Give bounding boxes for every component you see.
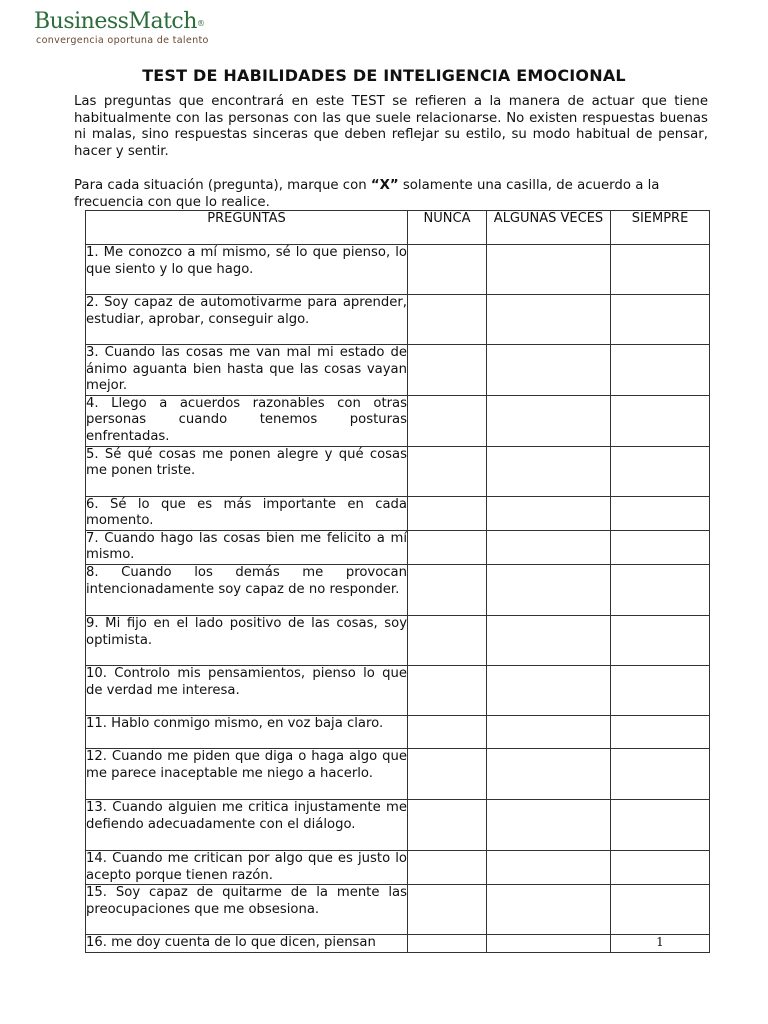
question-text: 14. Cuando me critican por algo que es justo lo acepto porque tienen razón. — [86, 850, 408, 884]
answer-cell-algunas-veces[interactable] — [487, 665, 611, 715]
answer-cell-algunas-veces[interactable] — [487, 715, 611, 748]
question-text: 8. Cuando los demás me provocan intencionadamente soy capaz de no responder. — [86, 564, 408, 615]
answer-cell-siempre[interactable] — [611, 395, 710, 446]
answer-cell-nunca[interactable] — [408, 295, 487, 345]
answer-cell-algunas-veces[interactable] — [487, 245, 611, 295]
table-row — [86, 245, 710, 295]
question-text: 9. Mi fijo en el lado positivo de las cosas, soy optimista. — [86, 615, 408, 665]
table-row — [86, 665, 710, 715]
logo-name: BusinessMatch — [34, 9, 197, 34]
answer-cell-siempre[interactable] — [611, 935, 710, 953]
table-row — [86, 446, 710, 496]
table-row — [86, 395, 710, 446]
table-row — [86, 345, 710, 396]
answer-cell-siempre[interactable] — [611, 345, 710, 396]
answer-cell-nunca[interactable] — [408, 615, 487, 665]
header-preguntas: PREGUNTAS — [86, 211, 408, 245]
answer-cell-algunas-veces[interactable] — [487, 564, 611, 615]
answer-cell-nunca[interactable] — [408, 935, 487, 953]
question-text: 12. Cuando me piden que diga o haga algo que me parece inaceptable me niego a hacerlo. — [86, 748, 408, 799]
answer-cell-siempre[interactable] — [611, 885, 710, 935]
answer-cell-algunas-veces[interactable] — [487, 885, 611, 935]
question-text: 7. Cuando hago las cosas bien me felicito a mí mismo. — [86, 530, 408, 564]
answer-cell-algunas-veces[interactable] — [487, 345, 611, 396]
answer-cell-siempre[interactable] — [611, 564, 710, 615]
table-row — [86, 564, 710, 615]
table-row — [86, 715, 710, 748]
document-title: TEST DE HABILIDADES DE INTELIGENCIA EMOCIONAL — [142, 66, 626, 85]
answer-cell-siempre[interactable] — [611, 748, 710, 799]
intro-paragraph: Las preguntas que encontrará en este TEST se refieren a la manera de actuar que tiene habitualmente con las personas con las que suele relacionarse. No existen respuestas buenas ni malas, sino respuestas sinceras que deben reflejar su estilo, su modo habitual de pensar, hacer y sentir. — [74, 94, 708, 159]
answer-cell-algunas-veces[interactable] — [487, 295, 611, 345]
answer-cell-siempre[interactable] — [611, 496, 710, 530]
table-row — [86, 850, 710, 884]
answer-cell-siempre[interactable] — [611, 530, 710, 564]
answer-cell-algunas-veces[interactable] — [487, 799, 611, 850]
company-logo — [34, 10, 209, 46]
answer-cell-siempre[interactable] — [611, 799, 710, 850]
instruction-paragraph — [74, 178, 708, 211]
answer-cell-siempre[interactable] — [611, 295, 710, 345]
registered-mark: ® — [196, 19, 205, 28]
table-row — [86, 496, 710, 530]
answer-cell-siempre[interactable] — [611, 715, 710, 748]
answer-cell-nunca[interactable] — [408, 885, 487, 935]
answer-cell-siempre[interactable] — [611, 665, 710, 715]
table-row — [86, 885, 710, 935]
answer-cell-nunca[interactable] — [408, 345, 487, 396]
answer-cell-nunca[interactable] — [408, 446, 487, 496]
answer-cell-nunca[interactable] — [408, 748, 487, 799]
instruction-mark: “X” — [370, 178, 399, 193]
questions-table — [85, 210, 710, 953]
question-text: 6. Sé lo que es más importante en cada momento. — [86, 496, 408, 530]
question-text: 16. me doy cuenta de lo que dicen, piensan — [86, 935, 408, 953]
question-text: 13. Cuando alguien me critica injustamente me defiendo adecuadamente con el diálogo. — [86, 799, 408, 850]
question-text: 3. Cuando las cosas me van mal mi estado de ánimo aguanta bien hasta que las cosas vayan mejor. — [86, 345, 408, 396]
answer-cell-siempre[interactable] — [611, 446, 710, 496]
question-text: 1. Me conozco a mí mismo, sé lo que pienso, lo que siento y lo que hago. — [86, 245, 408, 295]
answer-cell-algunas-veces[interactable] — [487, 850, 611, 884]
answer-cell-nunca[interactable] — [408, 850, 487, 884]
answer-cell-nunca[interactable] — [408, 395, 487, 446]
header-algunas-veces: ALGUNAS VECES — [487, 211, 611, 245]
answer-cell-algunas-veces[interactable] — [487, 748, 611, 799]
answer-cell-nunca[interactable] — [408, 665, 487, 715]
header-nunca: NUNCA — [408, 211, 487, 245]
table-row — [86, 295, 710, 345]
answer-cell-nunca[interactable] — [408, 496, 487, 530]
answer-cell-nunca[interactable] — [408, 530, 487, 564]
question-text: 5. Sé qué cosas me ponen alegre y qué cosas me ponen triste. — [86, 446, 408, 496]
logo-tagline: convergencia oportuna de talento — [36, 35, 209, 46]
answer-cell-algunas-veces[interactable] — [487, 446, 611, 496]
instruction-text-after: solamente una casilla, de acuerdo a la frecuencia con que lo realice. — [74, 178, 660, 210]
instruction-text-before: Para cada situación (pregunta), marque con — [74, 178, 371, 193]
table-header-row — [86, 211, 710, 245]
question-text: 2. Soy capaz de automotivarme para aprender, estudiar, aprobar, conseguir algo. — [86, 295, 408, 345]
question-text: 4. Llego a acuerdos razonables con otras personas cuando tenemos posturas enfrentadas. — [86, 395, 408, 446]
question-text: 15. Soy capaz de quitarme de la mente las preocupaciones que me obsesiona. — [86, 885, 408, 935]
page-number: 1 — [656, 935, 664, 950]
answer-cell-algunas-veces[interactable] — [487, 935, 611, 953]
answer-cell-nunca[interactable] — [408, 564, 487, 615]
question-text: 11. Hablo conmigo mismo, en voz baja claro. — [86, 715, 408, 748]
question-text: 10. Controlo mis pensamientos, pienso lo que de verdad me interesa. — [86, 665, 408, 715]
answer-cell-nunca[interactable] — [408, 799, 487, 850]
table-row — [86, 615, 710, 665]
table-row — [86, 530, 710, 564]
answer-cell-algunas-veces[interactable] — [487, 496, 611, 530]
answer-cell-algunas-veces[interactable] — [487, 615, 611, 665]
answer-cell-siempre[interactable] — [611, 615, 710, 665]
answer-cell-siempre[interactable] — [611, 245, 710, 295]
answer-cell-siempre[interactable] — [611, 850, 710, 884]
table-row — [86, 748, 710, 799]
answer-cell-nunca[interactable] — [408, 245, 487, 295]
answer-cell-nunca[interactable] — [408, 715, 487, 748]
answer-cell-algunas-veces[interactable] — [487, 395, 611, 446]
table-row — [86, 799, 710, 850]
answer-cell-algunas-veces[interactable] — [487, 530, 611, 564]
header-siempre: SIEMPRE — [611, 211, 710, 245]
table-row — [86, 935, 710, 953]
